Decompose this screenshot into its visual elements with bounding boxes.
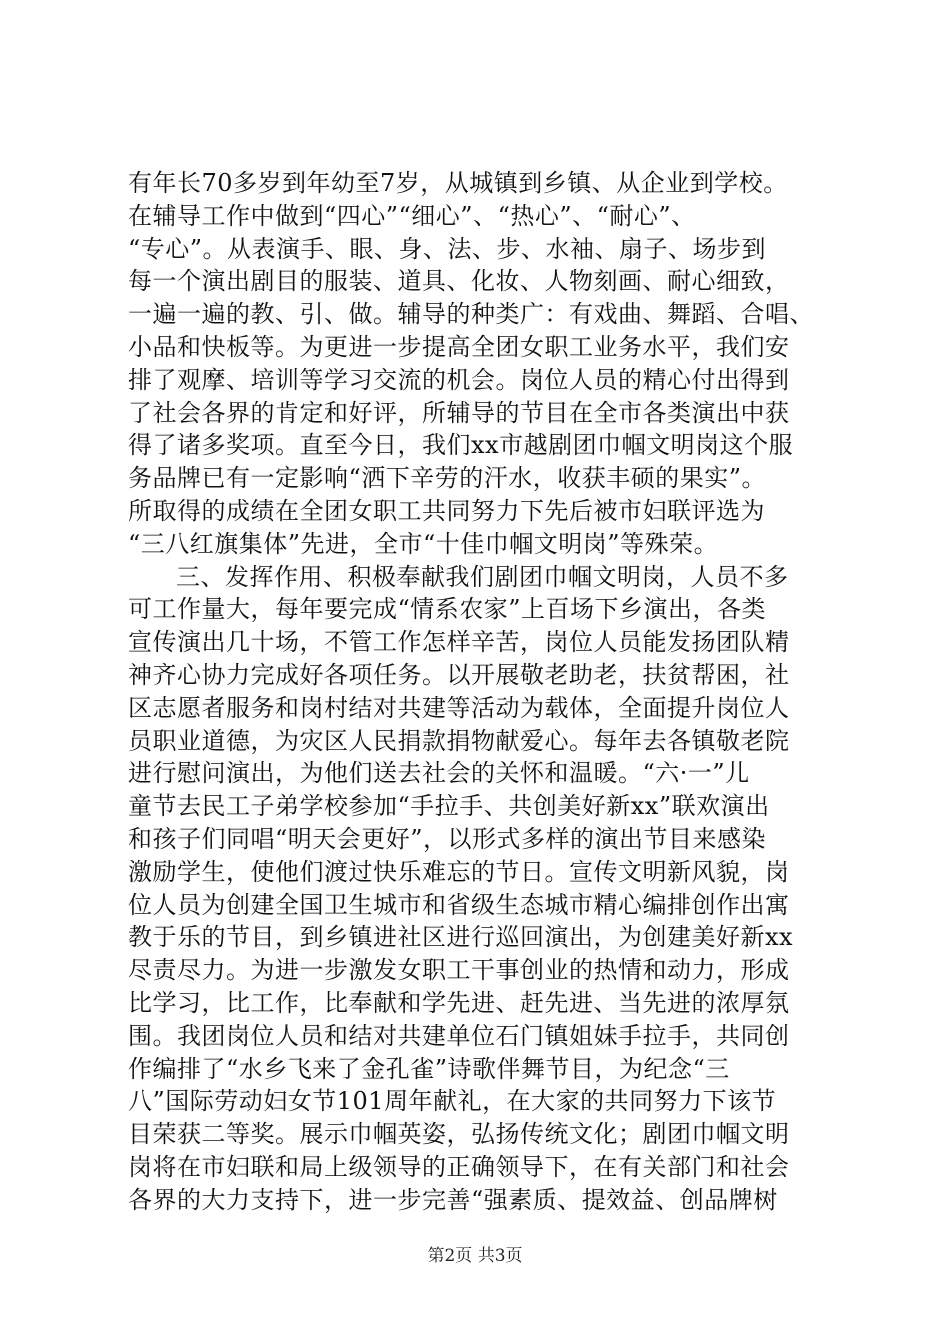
text-line: 岗将在市妇联和局上级领导的正确领导下，在有关部门和社会: [128, 1152, 790, 1181]
text-line: 所取得的成绩在全团女职工共同努力下先后被市妇联评选为: [128, 496, 765, 525]
document-body: [128, 167, 828, 1217]
text-line: “专心”。从表演手、眼、身、法、步、水袖、扇子、场步到: [128, 234, 767, 263]
text-line: 可工作量大，每年要完成“情系农家”上百场下乡演出，各类: [128, 595, 767, 624]
text-line: 作编排了“水乡飞来了金孔雀”诗歌伴舞节目，为纪念“三: [128, 1054, 730, 1083]
text-line: 比学习，比工作，比奉献和学先进、赶先进、当先进的浓厚氛: [128, 988, 790, 1017]
text-line: 一遍一遍的教、引、做。辅导的种类广：有戏曲、舞蹈、合唱、: [128, 300, 814, 329]
text-line: 小品和快板等。为更进一步提高全团女职工业务水平，我们安: [128, 332, 790, 361]
text-line: 在辅导工作中做到“四心”“细心”、“热心”、“耐心”、: [128, 201, 696, 230]
text-line: 八”国际劳动妇女节101周年献礼，在大家的共同努力下该节: [128, 1087, 777, 1116]
text-line: 得了诸多奖项。直至今日，我们xx市越剧团巾帼文明岗这个服: [128, 431, 794, 460]
text-line: 和孩子们同唱“明天会更好”，以形式多样的演出节目来感染: [128, 824, 767, 853]
section-heading-line: 三、发挥作用、积极奉献我们剧团巾帼文明岗，人员不多: [176, 562, 789, 591]
text-line: 激励学生，使他们渡过快乐难忘的节日。宣传文明新风貌，岗: [128, 857, 790, 886]
text-line: 童节去民工子弟学校参加“手拉手、共创美好新xx”联欢演出: [128, 792, 770, 821]
text-line: 进行慰问演出，为他们送去社会的关怀和温暖。“六·一”儿: [128, 759, 750, 788]
text-line: 每一个演出剧目的服装、道具、化妆、人物刻画、耐心细致，: [128, 267, 790, 296]
text-line: 围。我团岗位人员和结对共建单位石门镇姐妹手拉手，共同创: [128, 1021, 790, 1050]
text-line: 教于乐的节目，到乡镇进社区进行巡回演出，为创建美好新xx: [128, 923, 794, 952]
text-line: 了社会各界的肯定和好评，所辅导的节目在全市各类演出中获: [128, 398, 790, 427]
text-line: 神齐心协力完成好各项任务。以开展敬老助老，扶贫帮困，社: [128, 660, 790, 689]
page-number-footer: 第2页 共3页: [427, 1246, 523, 1266]
text-line: 目荣获二等奖。展示巾帼英姿，弘扬传统文化；剧团巾帼文明: [128, 1120, 790, 1149]
text-line: 各界的大力支持下，进一步完善“强素质、提效益、创品牌树: [128, 1185, 778, 1214]
text-line: 员职业道德，为灾区人民捐款捐物献爱心。每年去各镇敬老院: [128, 726, 790, 755]
text-line: “三八红旗集体”先进，全市“十佳巾帼文明岗”等殊荣。: [128, 529, 719, 558]
text-line: 务品牌已有一定影响“洒下辛劳的汗水，收获丰硕的果实”。: [128, 464, 767, 493]
text-line: 排了观摩、培训等学习交流的机会。岗位人员的精心付出得到: [128, 365, 790, 394]
text-line: 有年长70多岁到年幼至7岁，从城镇到乡镇、从企业到学校。: [128, 169, 788, 197]
text-line: 尽责尽力。为进一步激发女职工干事创业的热情和动力，形成: [128, 956, 790, 985]
text-line: 位人员为创建全国卫生城市和省级生态城市精心编排创作出寓: [128, 890, 790, 919]
text-line: 宣传演出几十场，不管工作怎样辛苦，岗位人员能发扬团队精: [128, 628, 790, 657]
text-line: 区志愿者服务和岗村结对共建等活动为载体，全面提升岗位人: [128, 693, 790, 722]
